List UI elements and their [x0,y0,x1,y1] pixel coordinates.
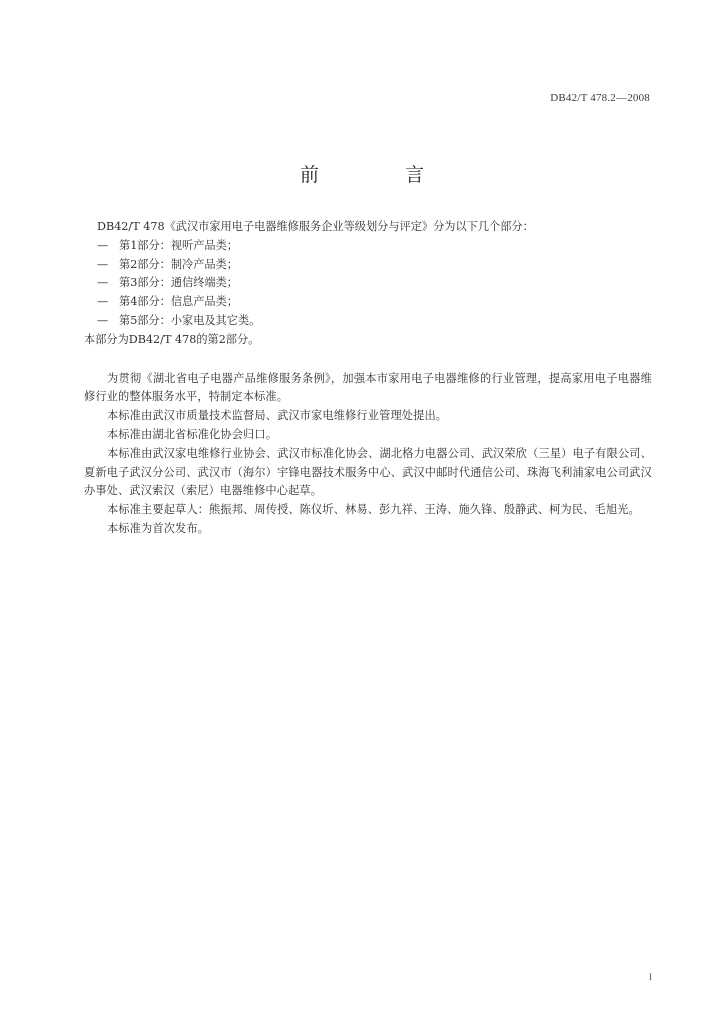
page-title: 前 言 [299,164,465,186]
part-note: 本部分为DB42/T 478的第2部分。 [84,332,260,346]
list-item [84,256,652,275]
dash-marker: — [97,276,109,290]
document-body [84,218,652,539]
list-item [84,237,652,256]
part-text: 第1部分：视听产品类； [119,238,238,252]
dash-marker: — [97,295,109,309]
page-number: I [649,972,652,982]
parts-intro: DB42/T 478《武汉市家用电子电器维修服务企业等级划分与评定》分为以下几个部分： [97,220,534,233]
list-item [84,312,652,331]
list-item [84,293,652,312]
paragraph: 本标准由湖北省标准化协会归口。 [107,427,278,441]
paragraph: 本标准由武汉家电维修行业协会、武汉市标准化协会、湖北格力电器公司、武汉荣欣（三星）电子有限公司、夏新电子武汉分公司、武汉市（海尔）宇锋电器技术服务中心、武汉中邮时代通信公司、珠海飞利浦家电公司武汉办事处、武汉索汉（索尼）电器维修中心起草。 [84,446,652,498]
part-text: 第4部分：信息产品类； [119,295,238,309]
dash-marker: — [97,238,109,252]
dash-marker: — [97,257,109,271]
paragraph: 为贯彻《湖北省电子电器产品维修服务条例》，加强本市家用电子电器维修的行业管理，提高家用电子电器维修行业的整体服务水平，特制定本标准。 [84,371,652,404]
list-item [84,274,652,293]
paragraph: 本标准为首次发布。 [107,521,210,535]
foreword-paragraphs [84,370,652,539]
standard-code: DB42/T 478.2—2008 [550,92,650,104]
paragraph: 本标准主要起草人：熊振邦、周传授、陈仪圻、林易、彭九祥、王涛、施久锋、殷静武、柯为民、毛旭光。 [107,503,640,517]
part-text: 第2部分：制冷产品类； [119,257,238,271]
paragraph: 本标准由武汉市质量技术监督局、武汉市家电维修行业管理处提出。 [107,409,448,423]
part-text: 第5部分：小家电及其它类。 [119,313,261,327]
part-text: 第3部分：通信终端类； [119,276,238,290]
dash-marker: — [97,313,109,327]
